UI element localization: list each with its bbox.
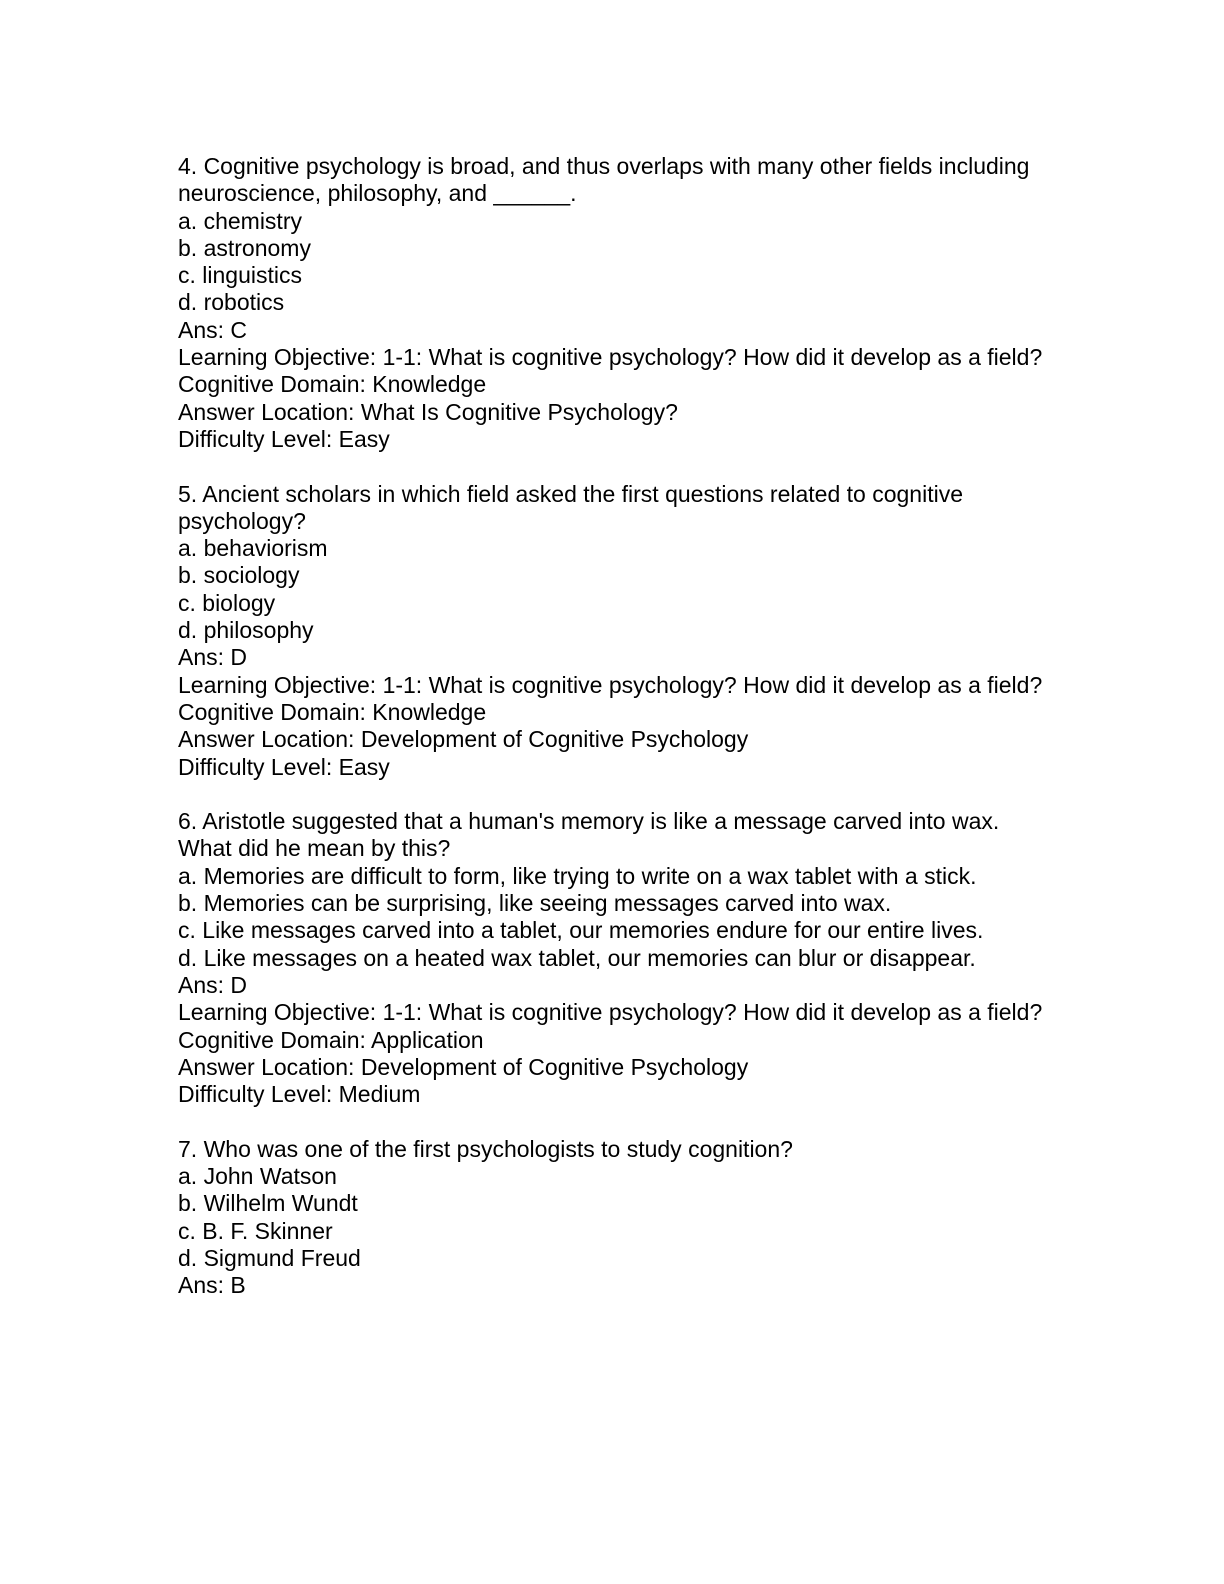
document-page [178,153,1058,1327]
question-5 [178,481,1058,781]
question-7 [178,1136,1058,1300]
answer-option-a: a. chemistry [178,207,302,234]
answer-option-a: a. Memories are difficult to form, like trying to write on a wax tablet with a stick. [178,862,977,889]
answer-option-c: c. biology [178,589,276,616]
question-6 [178,808,1058,1108]
answer-option-d: d. philosophy [178,617,314,644]
answer-option-a: a. John Watson [178,1162,337,1189]
difficulty-level: Difficulty Level: Medium [178,1081,421,1108]
answer-location: Answer Location: Development of Cognitive Psychology [178,726,749,753]
question-stem: 7. Who was one of the first psychologists to study cognition? [178,1135,793,1162]
answer-key: Ans: C [178,316,248,343]
question-stem: 5. Ancient scholars in which field asked the first questions related to cognitive psychology? [178,480,970,534]
learning-objective: Learning Objective: 1-1: What is cognitive psychology? How did it develop as a field? [178,671,1043,698]
answer-option-b: b. Memories can be surprising, like seeing messages carved into wax. [178,890,892,917]
question-4 [178,153,1058,453]
answer-option-c: c. B. F. Skinner [178,1217,333,1244]
answer-key: Ans: D [178,971,248,998]
answer-location: Answer Location: What Is Cognitive Psychology? [178,398,678,425]
cognitive-domain: Cognitive Domain: Knowledge [178,698,487,725]
answer-option-c: c. linguistics [178,262,302,289]
answer-option-b: b. Wilhelm Wundt [178,1190,358,1217]
answer-option-b: b. astronomy [178,234,311,261]
answer-option-a: a. behaviorism [178,535,328,562]
cognitive-domain: Cognitive Domain: Application [178,1026,484,1053]
answer-option-d: d. Sigmund Freud [178,1244,361,1271]
question-stem: 4. Cognitive psychology is broad, and thus overlaps with many other fields including neuroscience, philosophy, and ______. [178,153,1036,207]
difficulty-level: Difficulty Level: Easy [178,753,390,780]
learning-objective: Learning Objective: 1-1: What is cognitive psychology? How did it develop as a field? [178,344,1043,371]
answer-key: Ans: D [178,644,248,671]
answer-option-c: c. Like messages carved into a tablet, our memories endure for our entire lives. [178,917,984,944]
question-stem: 6. Aristotle suggested that a human's memory is like a message carved into wax. What did he mean by this? [178,808,1006,862]
cognitive-domain: Cognitive Domain: Knowledge [178,371,487,398]
learning-objective: Learning Objective: 1-1: What is cognitive psychology? How did it develop as a field? [178,999,1043,1026]
answer-key: Ans: B [178,1272,246,1299]
answer-option-d: d. robotics [178,289,285,316]
answer-option-d: d. Like messages on a heated wax tablet, our memories can blur or disappear. [178,944,976,971]
answer-location: Answer Location: Development of Cognitive Psychology [178,1053,749,1080]
difficulty-level: Difficulty Level: Easy [178,425,390,452]
answer-option-b: b. sociology [178,562,300,589]
